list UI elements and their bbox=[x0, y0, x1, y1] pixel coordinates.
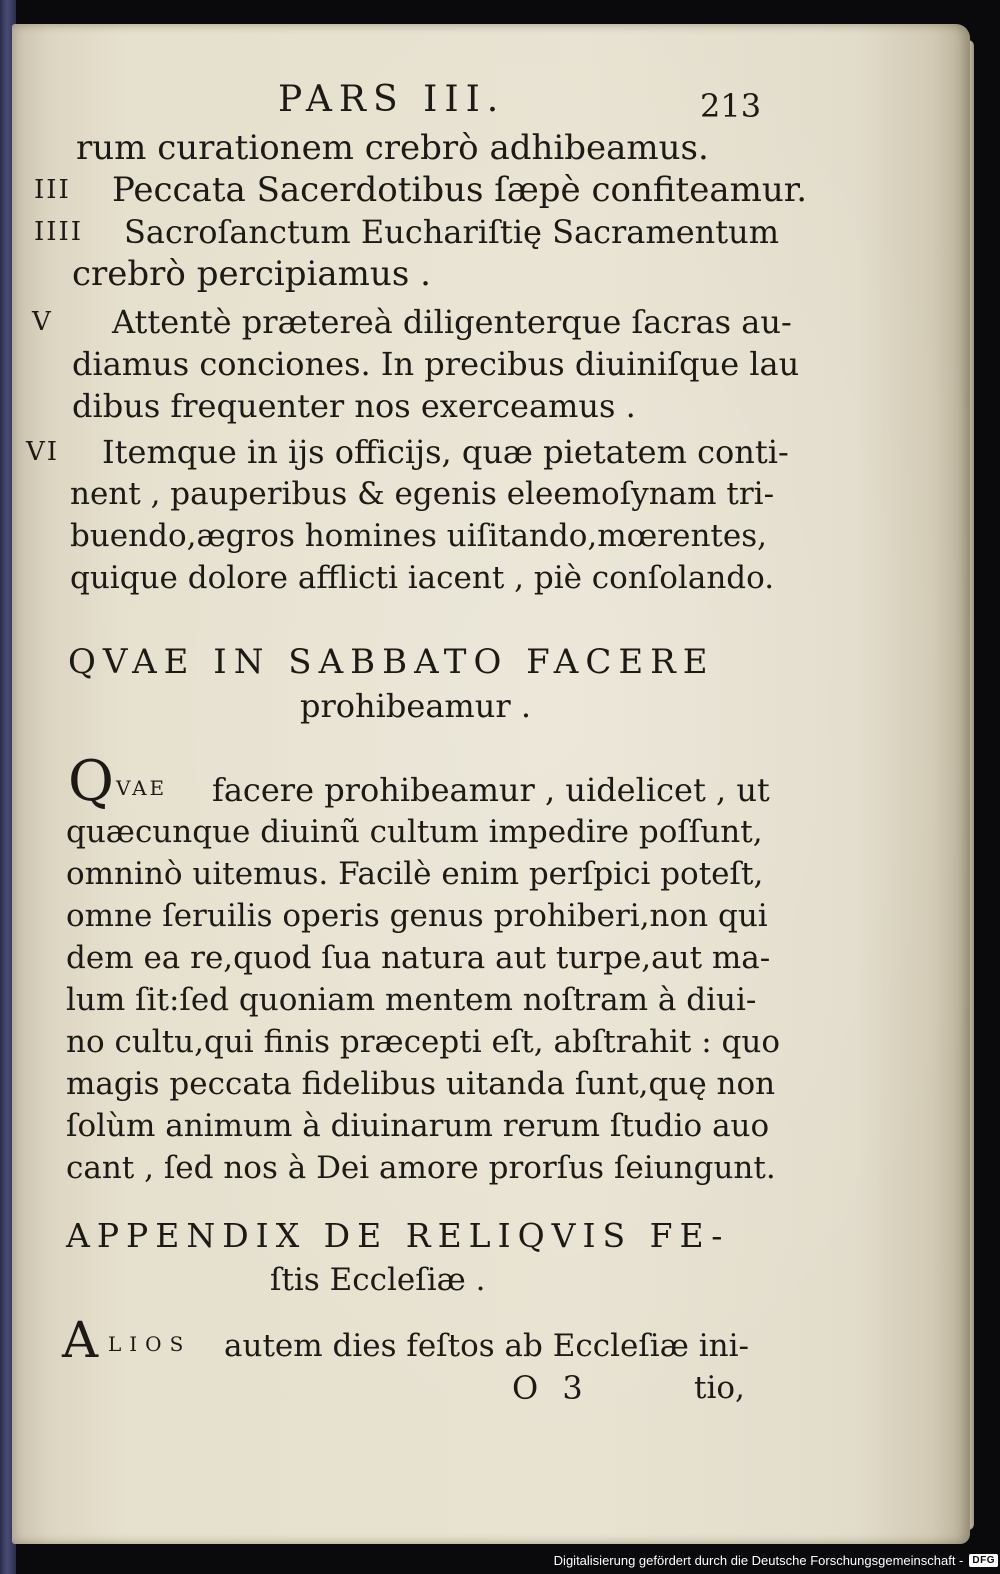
section-heading-continued: prohibeamur . bbox=[300, 687, 531, 725]
text-line: facere prohibeamur , uidelicet , ut bbox=[212, 771, 770, 809]
text-line: quique dolore afflicti iacent , piè conſolando. bbox=[70, 560, 775, 596]
text-line: nent , pauperibus & egenis eleemoſynam tri- bbox=[70, 476, 775, 512]
small-caps-word: LIOS bbox=[108, 1332, 192, 1356]
text-line: Attentè prætereà diligenterque ſacras au- bbox=[112, 303, 792, 341]
signature-mark: O 3 bbox=[512, 1369, 590, 1407]
credit-text: Digitalisierung gefördert durch die Deutsche Forschungsgemeinschaft - bbox=[553, 1552, 964, 1568]
text-line: omne ſeruilis operis genus prohiberi,non qui bbox=[66, 898, 768, 934]
item-marker: III bbox=[34, 175, 71, 205]
section-heading-continued: ſtis Eccleſiæ . bbox=[270, 1262, 486, 1298]
text-line: ſolùm animum à diuinarum rerum ſtudio auo bbox=[66, 1108, 770, 1144]
drop-cap: A bbox=[62, 1311, 99, 1369]
text-line: quæcunque diuinũ cultum impedire poſſunt, bbox=[66, 814, 763, 850]
text-line: magis peccata fidelibus uitanda ſunt,quę non bbox=[66, 1066, 776, 1102]
text-line: diamus conciones. In precibus diuiniſque lau bbox=[72, 345, 800, 383]
text-line: Itemque in ijs officijs, quæ pietatem conti- bbox=[102, 433, 789, 471]
small-caps-word: VAE bbox=[116, 776, 168, 800]
item-marker: IIII bbox=[34, 217, 84, 247]
text-line: rum curationem crebrò adhibeamus. bbox=[76, 128, 709, 168]
section-heading: QVAE IN SABBATO FACERE bbox=[68, 642, 715, 682]
item-marker: V bbox=[32, 307, 53, 337]
dfg-logo: DFG bbox=[969, 1554, 998, 1567]
item-marker: VI bbox=[26, 437, 60, 467]
text-line: omninò uitemus. Facilè enim perſpici poteſt, bbox=[66, 856, 764, 892]
text-line: no cultu,qui finis præcepti eſt, abſtrahit : quo bbox=[66, 1024, 780, 1060]
text-line: lum ſit:ſed quoniam mentem noſtram à diui- bbox=[66, 982, 757, 1018]
running-title: PARS III. bbox=[278, 79, 506, 120]
text-line: buendo,ægros homines uiſitando,mœrentes, bbox=[70, 518, 768, 554]
text-line: autem dies feſtos ab Eccleſiæ ini- bbox=[224, 1328, 749, 1364]
catchword: tio, bbox=[694, 1370, 745, 1406]
drop-cap: Q bbox=[68, 749, 114, 814]
page-number: 213 bbox=[700, 87, 762, 125]
digitization-credit bbox=[553, 1548, 998, 1572]
book-page bbox=[12, 24, 970, 1544]
text-line: dibus frequenter nos exerceamus . bbox=[72, 387, 636, 425]
text-line: crebrò percipiamus . bbox=[72, 254, 431, 294]
text-line: cant , ſed nos à Dei amore prorſus ſeiungunt. bbox=[66, 1150, 776, 1186]
text-line: Sacroſanctum Euchariſtię Sacramentum bbox=[124, 213, 780, 251]
section-heading: APPENDIX DE RELIQVIS FE- bbox=[66, 1216, 730, 1255]
text-line: dem ea re,quod ſua natura aut turpe,aut ma- bbox=[66, 940, 771, 976]
text-line: Peccata Sacerdotibus ſæpè confiteamur. bbox=[112, 170, 808, 210]
